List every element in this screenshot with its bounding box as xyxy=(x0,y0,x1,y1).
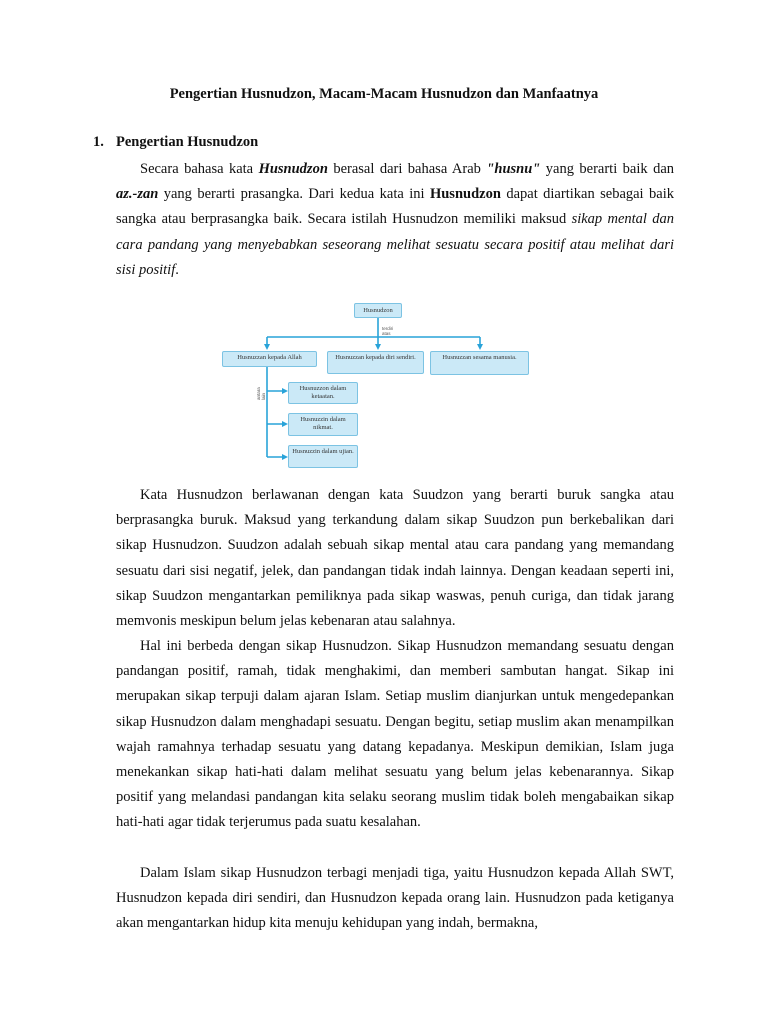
diagram-branch-diri-sendiri: Husnuzzan kepada diri sendiri. xyxy=(327,351,424,374)
diagram-branch-sesama-manusia: Husnuzzan sesama manusia. xyxy=(430,351,529,375)
term-husnudzon: Husnudzon xyxy=(258,161,328,177)
section-heading-text: Pengertian Husnudzon xyxy=(116,134,259,150)
section-heading xyxy=(93,134,258,151)
paragraph-definition xyxy=(116,157,674,283)
text-run: berasal dari bahasa Arab xyxy=(327,161,487,177)
diagram-sub-nikmat: Husnuzzin dalam nikmat. xyxy=(288,413,358,436)
section-number: 1. xyxy=(93,134,104,150)
text-run: yang berarti baik dan xyxy=(540,161,674,177)
diagram-sub-note: antara lain xyxy=(256,387,266,400)
diagram-root-box: Husnudzon xyxy=(354,303,402,318)
text-run: yang berarti prasangka. Dari kedua kata ini xyxy=(158,186,430,203)
text-run: dapat diartikan sebagai baik sangka atau berprasangka baik. Secara istilah Husnudzon memiliki maksud xyxy=(116,186,674,228)
term-husnu: "husnu" xyxy=(486,161,541,177)
text-run: . xyxy=(175,261,179,278)
paragraph-suudzon: Kata Husnudzon berlawanan dengan kata Suudzon yang berarti buruk sangka atau berprasangka buruk. Maksud yang terkandung dalam sikap Suudzon pun berkebalikan dari sikap Husnudzon. Suudzon adalah sebuah sikap mental atau cara pandang yang memandang sesuatu dari sisi negatif, jelek, dan pandangan tidak indah lainnya. Dengan keadaan seperti ini, sikap Suudzon mengantarkan pemiliknya pada sikap waswas, penuh curiga, dan tidak jarang memvonis meskipun belum jelas kebenaran atau salahnya. xyxy=(116,487,674,630)
diagram-branch-allah: Husnuzzan kepada Allah xyxy=(222,351,317,367)
diagram-sub-ketaatan: Husnuzzon dalam ketaatan. xyxy=(288,382,358,404)
diagram-sub-ujian: Husnuzzin dalam ujian. xyxy=(288,445,358,468)
diagram-root-note: terdiri atas xyxy=(382,326,394,336)
paragraph-pembagian: Dalam Islam sikap Husnudzon terbagi menjadi tiga, yaitu Husnudzon kepada Allah SWT, Husnudzon kepada diri sendiri, dan Husnudzon kepada orang lain. Husnudzon pada ketiganya akan mengantarkan hidup kita menuju kehidupan yang indah, bermakna, xyxy=(116,865,674,932)
text-run: Secara bahasa kata xyxy=(140,161,259,177)
definition-italic: sikap mental dan cara pandang yang menyebabkan seseorang melihat sesuatu secara positif atau melihat dari sisi positif xyxy=(116,211,674,278)
paragraph-perbedaan: Hal ini berbeda dengan sikap Husnudzon. Sikap Husnudzon memandang sesuatu dengan pandangan positif, ramah, tidak menghakimi, dan memberi sambutan hangat. Sikap ini merupakan sikap terpuji dalam ajaran Islam. Setiap muslim dianjurkan untuk mengedepankan sikap Husnudzon dalam menghadapi sesuatu. Dengan begitu, setiap muslim akan menampilkan wajah ramahnya terhadap sesuatu yang datang kepadanya. Meskipun demikian, Islam juga menekankan sikap hati-hati dalam melihat sesuatu yang belum jelas kebenarannya. Sikap positif yang melandasi pandangan kita selaku seorang muslim tidak boleh mengabaikan sikap hati-hati agar tidak terjerumus pada suatu kesalahan. xyxy=(116,638,674,831)
document-title: Pengertian Husnudzon, Macam-Macam Husnudzon dan Manfaatnya xyxy=(169,86,599,102)
term-husnudzon-bold: Husnudzon xyxy=(429,186,501,203)
term-az-zan: az.-zan xyxy=(116,186,159,203)
